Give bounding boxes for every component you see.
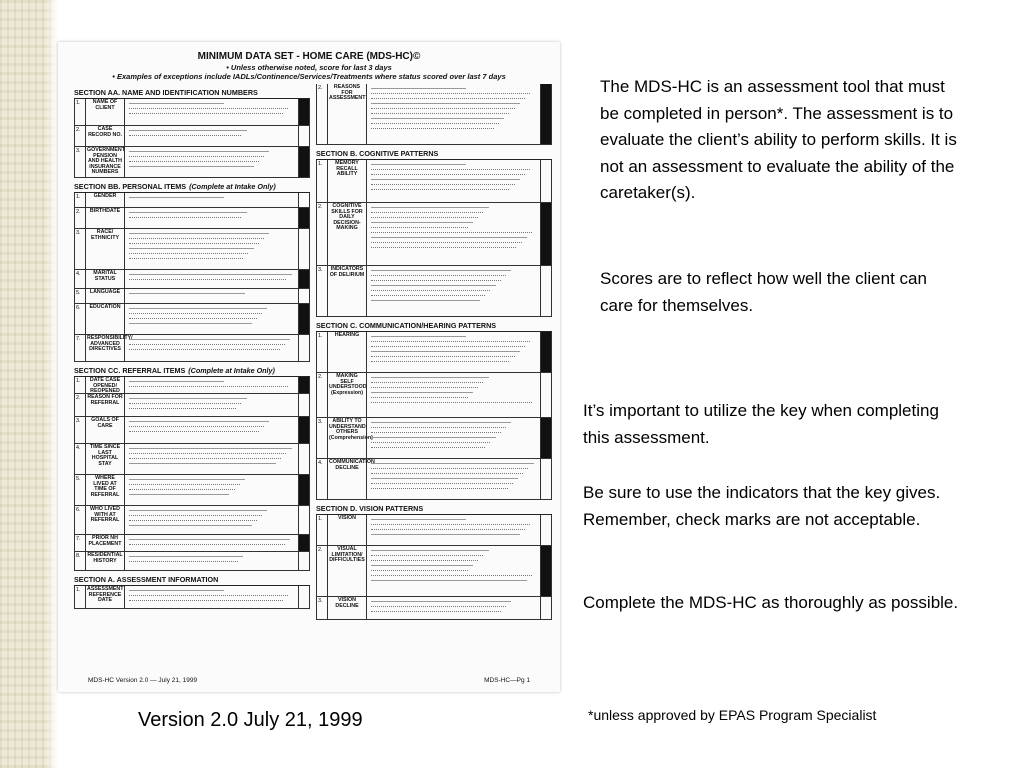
section-heading-note: (Complete at Intake Only) bbox=[188, 366, 275, 375]
item-response-area bbox=[367, 84, 540, 144]
form-item-row bbox=[316, 266, 552, 317]
form-item-row bbox=[74, 377, 310, 394]
form-footer bbox=[58, 677, 560, 684]
complete-paragraph: Complete the MDS-HC as thoroughly as possible. bbox=[583, 593, 959, 612]
indicators-paragraph: Be sure to use the indicators that the key gives. Remember, check marks are not acceptable. bbox=[583, 483, 941, 529]
section-heading-text: SECTION B. COGNITIVE PATTERNS bbox=[316, 149, 439, 158]
item-code-box bbox=[298, 147, 309, 177]
item-response-area bbox=[125, 586, 298, 608]
item-code-box bbox=[298, 304, 309, 334]
item-code-box bbox=[540, 546, 551, 596]
item-number: 3. bbox=[75, 147, 86, 177]
item-label: WHO LIVED WITH AT REFERRAL bbox=[86, 506, 125, 534]
item-response-area bbox=[125, 304, 298, 334]
section-heading-text: SECTION D. VISION PATTERNS bbox=[316, 504, 424, 513]
decorative-left-strip bbox=[0, 0, 58, 768]
item-response-area bbox=[125, 394, 298, 416]
form-section-heading bbox=[74, 365, 310, 377]
item-response-area bbox=[367, 160, 540, 202]
item-response-area bbox=[125, 417, 298, 443]
form-item-row bbox=[74, 270, 310, 289]
item-response-area bbox=[125, 126, 298, 146]
item-response-area bbox=[125, 193, 298, 207]
item-label: BIRTHDATE bbox=[86, 208, 125, 228]
item-label: RESPONSIBILITY/ ADVANCED DIRECTIVES bbox=[86, 335, 125, 361]
item-number: 2. bbox=[317, 373, 328, 417]
item-code-box bbox=[540, 418, 551, 458]
form-item-row bbox=[316, 459, 552, 500]
item-label: COMMUNICATION DECLINE bbox=[328, 459, 367, 499]
form-item-row bbox=[74, 394, 310, 417]
item-number: 2. bbox=[317, 203, 328, 265]
section-heading-text: SECTION A. ASSESSMENT INFORMATION bbox=[74, 575, 219, 584]
item-code-box bbox=[298, 229, 309, 269]
item-number: 3. bbox=[317, 597, 328, 619]
item-response-area bbox=[125, 99, 298, 125]
form-item-row bbox=[316, 597, 552, 620]
item-label: TIME SINCE LAST HOSPITAL STAY bbox=[86, 444, 125, 474]
form-right-column bbox=[316, 84, 552, 620]
form-item-row bbox=[74, 444, 310, 475]
item-number: 8. bbox=[75, 552, 86, 570]
item-response-area bbox=[125, 289, 298, 303]
item-label: VISUAL LIMITATION/ DIFFICULTIES bbox=[328, 546, 367, 596]
item-code-box bbox=[298, 475, 309, 505]
item-label: MAKING SELF UNDERSTOOD (Expression) bbox=[328, 373, 367, 417]
form-item-row bbox=[316, 203, 552, 266]
item-code-box bbox=[540, 597, 551, 619]
item-label: WHERE LIVED AT TIME OF REFERRAL bbox=[86, 475, 125, 505]
item-number: 2. bbox=[75, 126, 86, 146]
item-code-box bbox=[540, 266, 551, 316]
item-number: 1. bbox=[317, 332, 328, 372]
item-response-area bbox=[125, 270, 298, 288]
item-code-box bbox=[298, 444, 309, 474]
item-number: 7. bbox=[75, 335, 86, 361]
item-response-area bbox=[125, 335, 298, 361]
item-number: 2. bbox=[317, 84, 328, 144]
form-item-row bbox=[74, 208, 310, 229]
item-number: 7. bbox=[75, 535, 86, 551]
form-item-row bbox=[316, 546, 552, 597]
item-code-box bbox=[298, 394, 309, 416]
item-response-area bbox=[125, 377, 298, 393]
item-response-area bbox=[125, 147, 298, 177]
form-item-row bbox=[74, 586, 310, 609]
item-code-box bbox=[298, 335, 309, 361]
item-code-box bbox=[540, 84, 551, 144]
item-code-box bbox=[298, 535, 309, 551]
item-code-box bbox=[298, 99, 309, 125]
item-response-area bbox=[125, 475, 298, 505]
section-heading-text: SECTION AA. NAME AND IDENTIFICATION NUMBERS bbox=[74, 88, 258, 97]
form-section-heading bbox=[316, 503, 552, 515]
item-number: 3. bbox=[317, 418, 328, 458]
item-code-box bbox=[540, 373, 551, 417]
section-heading-text: SECTION CC. REFERRAL ITEMS bbox=[74, 366, 186, 375]
form-item-row bbox=[74, 335, 310, 362]
item-label: DATE CASE OPENED/ REOPENED bbox=[86, 377, 125, 393]
item-label: EDUCATION bbox=[86, 304, 125, 334]
item-number: 2. bbox=[75, 208, 86, 228]
scores-paragraph: Scores are to reflect how well the client can care for themselves. bbox=[600, 269, 927, 315]
item-response-area bbox=[125, 229, 298, 269]
item-label: GOALS OF CARE bbox=[86, 417, 125, 443]
item-number: 2. bbox=[317, 546, 328, 596]
item-label: COGNITIVE SKILLS FOR DAILY DECISION-MAKING bbox=[328, 203, 367, 265]
form-section-heading bbox=[316, 320, 552, 332]
form-item-row bbox=[316, 373, 552, 418]
section-heading-text: SECTION BB. PERSONAL ITEMS bbox=[74, 182, 187, 191]
form-footer-page: MDS-HC—Pg 1 bbox=[484, 677, 530, 684]
form-item-row bbox=[74, 417, 310, 444]
form-item-row bbox=[74, 304, 310, 335]
form-item-row bbox=[316, 418, 552, 459]
item-number: 4. bbox=[75, 270, 86, 288]
item-number: 6. bbox=[75, 506, 86, 534]
item-response-area bbox=[125, 208, 298, 228]
item-number: 3. bbox=[317, 266, 328, 316]
form-item-row bbox=[316, 160, 552, 203]
form-item-row bbox=[74, 289, 310, 304]
form-item-row bbox=[74, 506, 310, 535]
item-number: 5. bbox=[75, 289, 86, 303]
form-item-row bbox=[74, 535, 310, 552]
item-code-box bbox=[540, 459, 551, 499]
item-response-area bbox=[367, 332, 540, 372]
item-label: CASE RECORD NO. bbox=[86, 126, 125, 146]
item-response-area bbox=[367, 203, 540, 265]
item-label: ABILITY TO UNDERSTAND OTHERS (Comprehension) bbox=[328, 418, 367, 458]
key-paragraph: It’s important to utilize the key when completing this assessment. bbox=[583, 401, 939, 447]
item-label: PRIOR NH PLACEMENT bbox=[86, 535, 125, 551]
form-item-row bbox=[74, 229, 310, 270]
item-label: INDICATORS OF DELIRIUM bbox=[328, 266, 367, 316]
item-code-box bbox=[298, 270, 309, 288]
section-heading-text: SECTION C. COMMUNICATION/HEARING PATTERNS bbox=[316, 321, 497, 330]
item-label: ASSESSMENT REFERENCE DATE bbox=[86, 586, 125, 608]
item-label: REASONS FOR ASSESSMENT bbox=[328, 84, 367, 144]
item-response-area bbox=[367, 459, 540, 499]
item-number: 4. bbox=[317, 459, 328, 499]
item-code-box bbox=[540, 332, 551, 372]
form-item-row bbox=[74, 193, 310, 208]
item-code-box bbox=[298, 377, 309, 393]
form-section-heading bbox=[316, 148, 552, 160]
form-item-row bbox=[316, 515, 552, 546]
item-code-box bbox=[298, 506, 309, 534]
form-section-heading bbox=[74, 87, 310, 99]
item-code-box bbox=[298, 289, 309, 303]
item-number: 1. bbox=[75, 586, 86, 608]
item-code-box bbox=[298, 126, 309, 146]
item-code-box bbox=[298, 193, 309, 207]
item-label: GENDER bbox=[86, 193, 125, 207]
item-response-area bbox=[367, 373, 540, 417]
item-label: VISION bbox=[328, 515, 367, 545]
item-label: LANGUAGE bbox=[86, 289, 125, 303]
item-response-area bbox=[125, 535, 298, 551]
item-response-area bbox=[367, 515, 540, 545]
form-item-row bbox=[74, 126, 310, 147]
item-label: RACE/ ETHNICITY bbox=[86, 229, 125, 269]
item-response-area bbox=[125, 506, 298, 534]
item-code-box bbox=[540, 160, 551, 202]
item-code-box bbox=[540, 203, 551, 265]
item-label: HEARING bbox=[328, 332, 367, 372]
footnote: *unless approved by EPAS Program Specialist bbox=[588, 707, 877, 723]
item-number: 1. bbox=[75, 193, 86, 207]
form-item-row bbox=[74, 475, 310, 506]
item-number: 4. bbox=[75, 444, 86, 474]
item-number: 2. bbox=[75, 394, 86, 416]
form-item-row bbox=[316, 332, 552, 373]
item-response-area bbox=[367, 266, 540, 316]
item-response-area bbox=[367, 597, 540, 619]
item-label: REASON FOR REFERRAL bbox=[86, 394, 125, 416]
item-number: 1. bbox=[317, 160, 328, 202]
form-subtitle-2: • Examples of exceptions include IADLs/Continence/Services/Treatments where status scored over last 7 days bbox=[112, 72, 506, 81]
item-label: MARITAL STATUS bbox=[86, 270, 125, 288]
item-code-box bbox=[298, 586, 309, 608]
mds-hc-form-image bbox=[58, 42, 560, 692]
form-section-heading bbox=[74, 574, 310, 586]
intro-paragraph: The MDS-HC is an assessment tool that must be completed in person*. The assessment is to evaluate the client’s ability to perform skills. It is not an assessment to evaluate the ability of the caretaker(s). bbox=[600, 77, 957, 202]
item-response-area bbox=[125, 444, 298, 474]
item-label: VISION DECLINE bbox=[328, 597, 367, 619]
form-item-row bbox=[74, 99, 310, 126]
item-code-box bbox=[298, 208, 309, 228]
item-code-box bbox=[540, 515, 551, 545]
item-code-box bbox=[298, 417, 309, 443]
item-number: 1. bbox=[75, 99, 86, 125]
item-label: MEMORY RECALL ABILITY bbox=[328, 160, 367, 202]
form-item-row bbox=[74, 147, 310, 178]
form-subtitle-1: • Unless otherwise noted, score for last 3 days bbox=[226, 63, 392, 72]
form-item-row bbox=[74, 552, 310, 571]
form-footer-version: MDS-HC Version 2.0 — July 21, 1999 bbox=[88, 677, 198, 684]
item-response-area bbox=[367, 418, 540, 458]
form-left-column bbox=[74, 84, 310, 609]
item-number: 5. bbox=[75, 475, 86, 505]
item-number: 3. bbox=[75, 229, 86, 269]
form-title: MINIMUM DATA SET - HOME CARE (MDS-HC)© bbox=[197, 51, 421, 62]
item-label: NAME OF CLIENT bbox=[86, 99, 125, 125]
section-heading-note: (Complete at Intake Only) bbox=[189, 182, 276, 191]
item-label: GOVERNMENT PENSION AND HEALTH INSURANCE NUMBERS bbox=[87, 147, 125, 176]
form-section-heading bbox=[74, 181, 310, 193]
form-item-row bbox=[316, 84, 552, 145]
item-response-area bbox=[125, 552, 298, 570]
item-label: RESIDENTIAL HISTORY bbox=[86, 552, 125, 570]
item-number: 3. bbox=[75, 417, 86, 443]
item-number: 1. bbox=[317, 515, 328, 545]
item-number: 6. bbox=[75, 304, 86, 334]
item-code-box bbox=[298, 552, 309, 570]
item-response-area bbox=[367, 546, 540, 596]
item-number: 1. bbox=[75, 377, 86, 393]
version-caption: Version 2.0 July 21, 1999 bbox=[138, 709, 363, 731]
